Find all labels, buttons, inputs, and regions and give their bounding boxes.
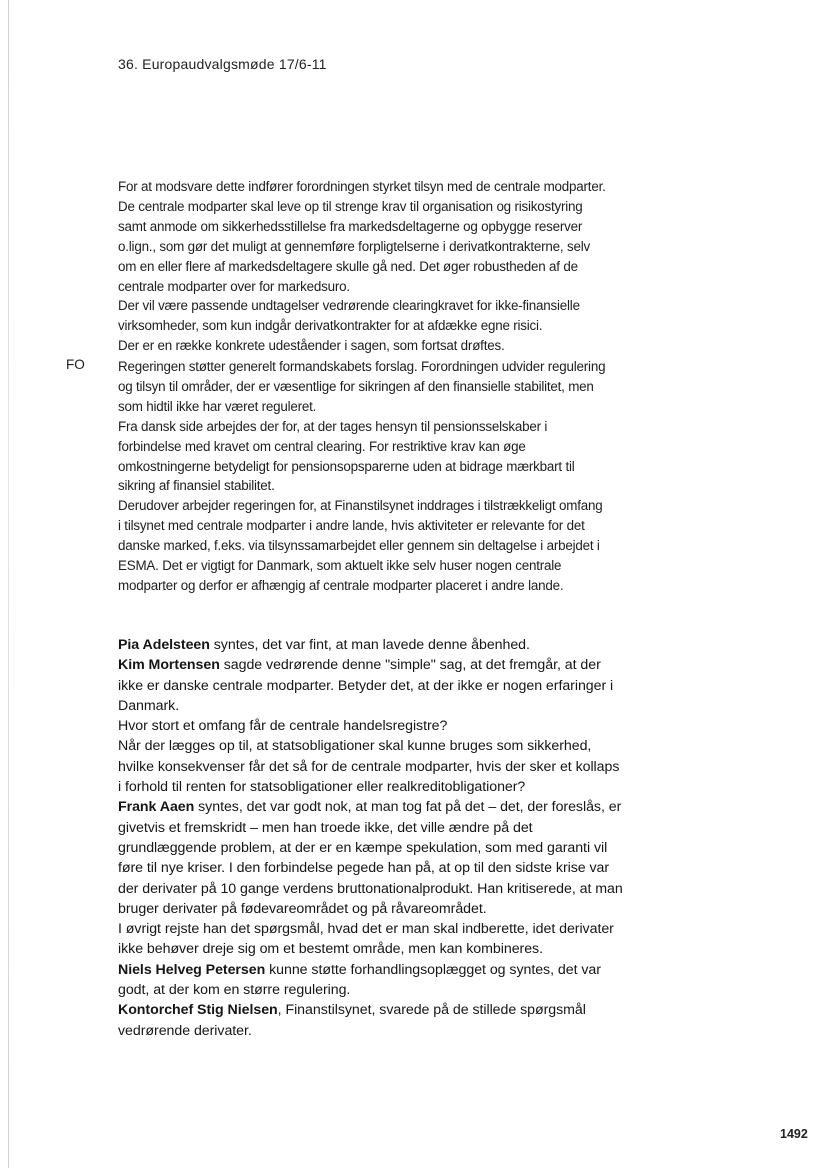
page-number: 1492 (780, 1127, 808, 1141)
page-header: 36. Europaudvalgsmøde 17/6-11 (118, 56, 327, 72)
margin-label-fo: FO (66, 357, 85, 372)
debate-entry (118, 635, 623, 655)
debate-section (118, 635, 623, 1041)
speaker-statement: syntes, det var godt nok, at man tog fat på det – det, der foreslås, er givetvis et fremskridt – men han troede ikke, det ville ændre på det grundlæggende problem, at der er en kæmpe spekulation, som med garanti vil føre til nye kriser. I den forbindelse pegede han på, at op til den sidste krise var der derivater på 10 gange verdens bruttonationalprodukt. Han kritiserede, at man bruger derivater på fødevareområdet og på råvareområdet. (118, 799, 623, 917)
section-text-1 (118, 177, 608, 356)
debate-entry (118, 797, 623, 919)
section-text-2 (118, 357, 608, 596)
paragraph: Derudover arbejder regeringen for, at Finanstilsynet inddrages i tilstrækkeligt omfang i tilsynet med centrale modparter i andre lande, hvis aktiviteter er relevante for det danske marked, f.eks. via tilsynssamarbejdet eller gennem sin deltagelse i arbejdet i ESMA. Det er vigtigt for Danmark, som aktuelt ikke selv huser nogen centrale modparter og derfor er afhængig af centrale modparter placeret i andre lande. (118, 498, 603, 593)
speaker-statement: syntes, det var fint, at man lavede denne åbenhed. (209, 637, 530, 653)
speaker-statement: Hvor stort et omfang får de centrale handelsregistre? (118, 718, 448, 735)
scan-edge-line (8, 0, 9, 1168)
speaker-name: Kontorchef Stig Nielsen (118, 1002, 278, 1019)
debate-entry (118, 1000, 623, 1041)
debate-entry (118, 716, 623, 736)
paragraph: Regeringen støtter generelt formandskabets forslag. Forordningen udvider regulering og tilsyn til områder, der er væsentlige for sikringen af den finansielle stabilitet, men som hidtil ikke har været reguleret. (118, 359, 606, 414)
speaker-statement: kunne støtte forhandlingsoplægget og syntes, det var godt, at der kom en større regulering. (118, 961, 601, 999)
paragraph: Fra dansk side arbejdes der for, at der tages hensyn til pensionsselskaber i forbindelse med kravet om central clearing. For restriktive krav kan øge omkostningerne betydeligt for pensionsopsparerne uden at bidrage mærkbart til sikring af finansiel stabilitet. (118, 418, 575, 494)
debate-entry (118, 736, 623, 797)
speaker-statement: sagde vedrørende denne "simple" sag, at det fremgår, at der ikke er danske centrale modparter. Betyder det, at der ikke er nogen erfaringer i Danmark. (118, 657, 614, 714)
speaker-name: Pia Adelsteen (118, 637, 210, 653)
paragraph: For at modsvare dette indfører forordningen styrket tilsyn med de centrale modparter. De centrale modparter skal leve op til strenge krav til organisation og risikostyring samt anmode om sikkerhedsstillelse fra markedsdeltagerne og opbygge reserver o.lign., som gør det muligt at gennemføre forpligtelserne i derivatkontrakterne, selv om en eller flere af markedsdeltagere skulle gå ned. Det øger robustheden af de centrale modparter over for markedsuro. (118, 179, 606, 294)
paragraph: Der er en række konkrete udeståender i sagen, som fortsat drøftes. (118, 338, 505, 354)
speaker-statement: Når der lægges op til, at statsobligationer skal kunne bruges som sikkerhed, hvilke konsekvenser får det så for de centrale modparter, hvis der sker et kollaps i forhold til renten for statsobligationer eller realkreditobligationer? (118, 738, 620, 796)
speaker-statement: I øvrigt rejste han det spørgsmål, hvad det er man skal indberette, idet derivater ikke behøver dreje sig om et bestemt område, men kan kombineres. (118, 921, 614, 958)
speaker-name: Niels Helveg Petersen (118, 961, 266, 978)
speaker-name: Kim Mortensen (118, 657, 220, 674)
speaker-statement: , Finanstilsynet, svarede på de stillede spørgsmål vedrørende derivater. (118, 1002, 586, 1039)
speaker-name: Frank Aaen (118, 799, 195, 816)
paragraph: Der vil være passende undtagelser vedrørende clearingkravet for ikke-finansielle virksomheder, som kun indgår derivatkontrakter for at afdække egne risici. (118, 298, 580, 334)
debate-entry (118, 655, 623, 716)
debate-entry (118, 960, 623, 1001)
debate-entry (118, 919, 623, 960)
